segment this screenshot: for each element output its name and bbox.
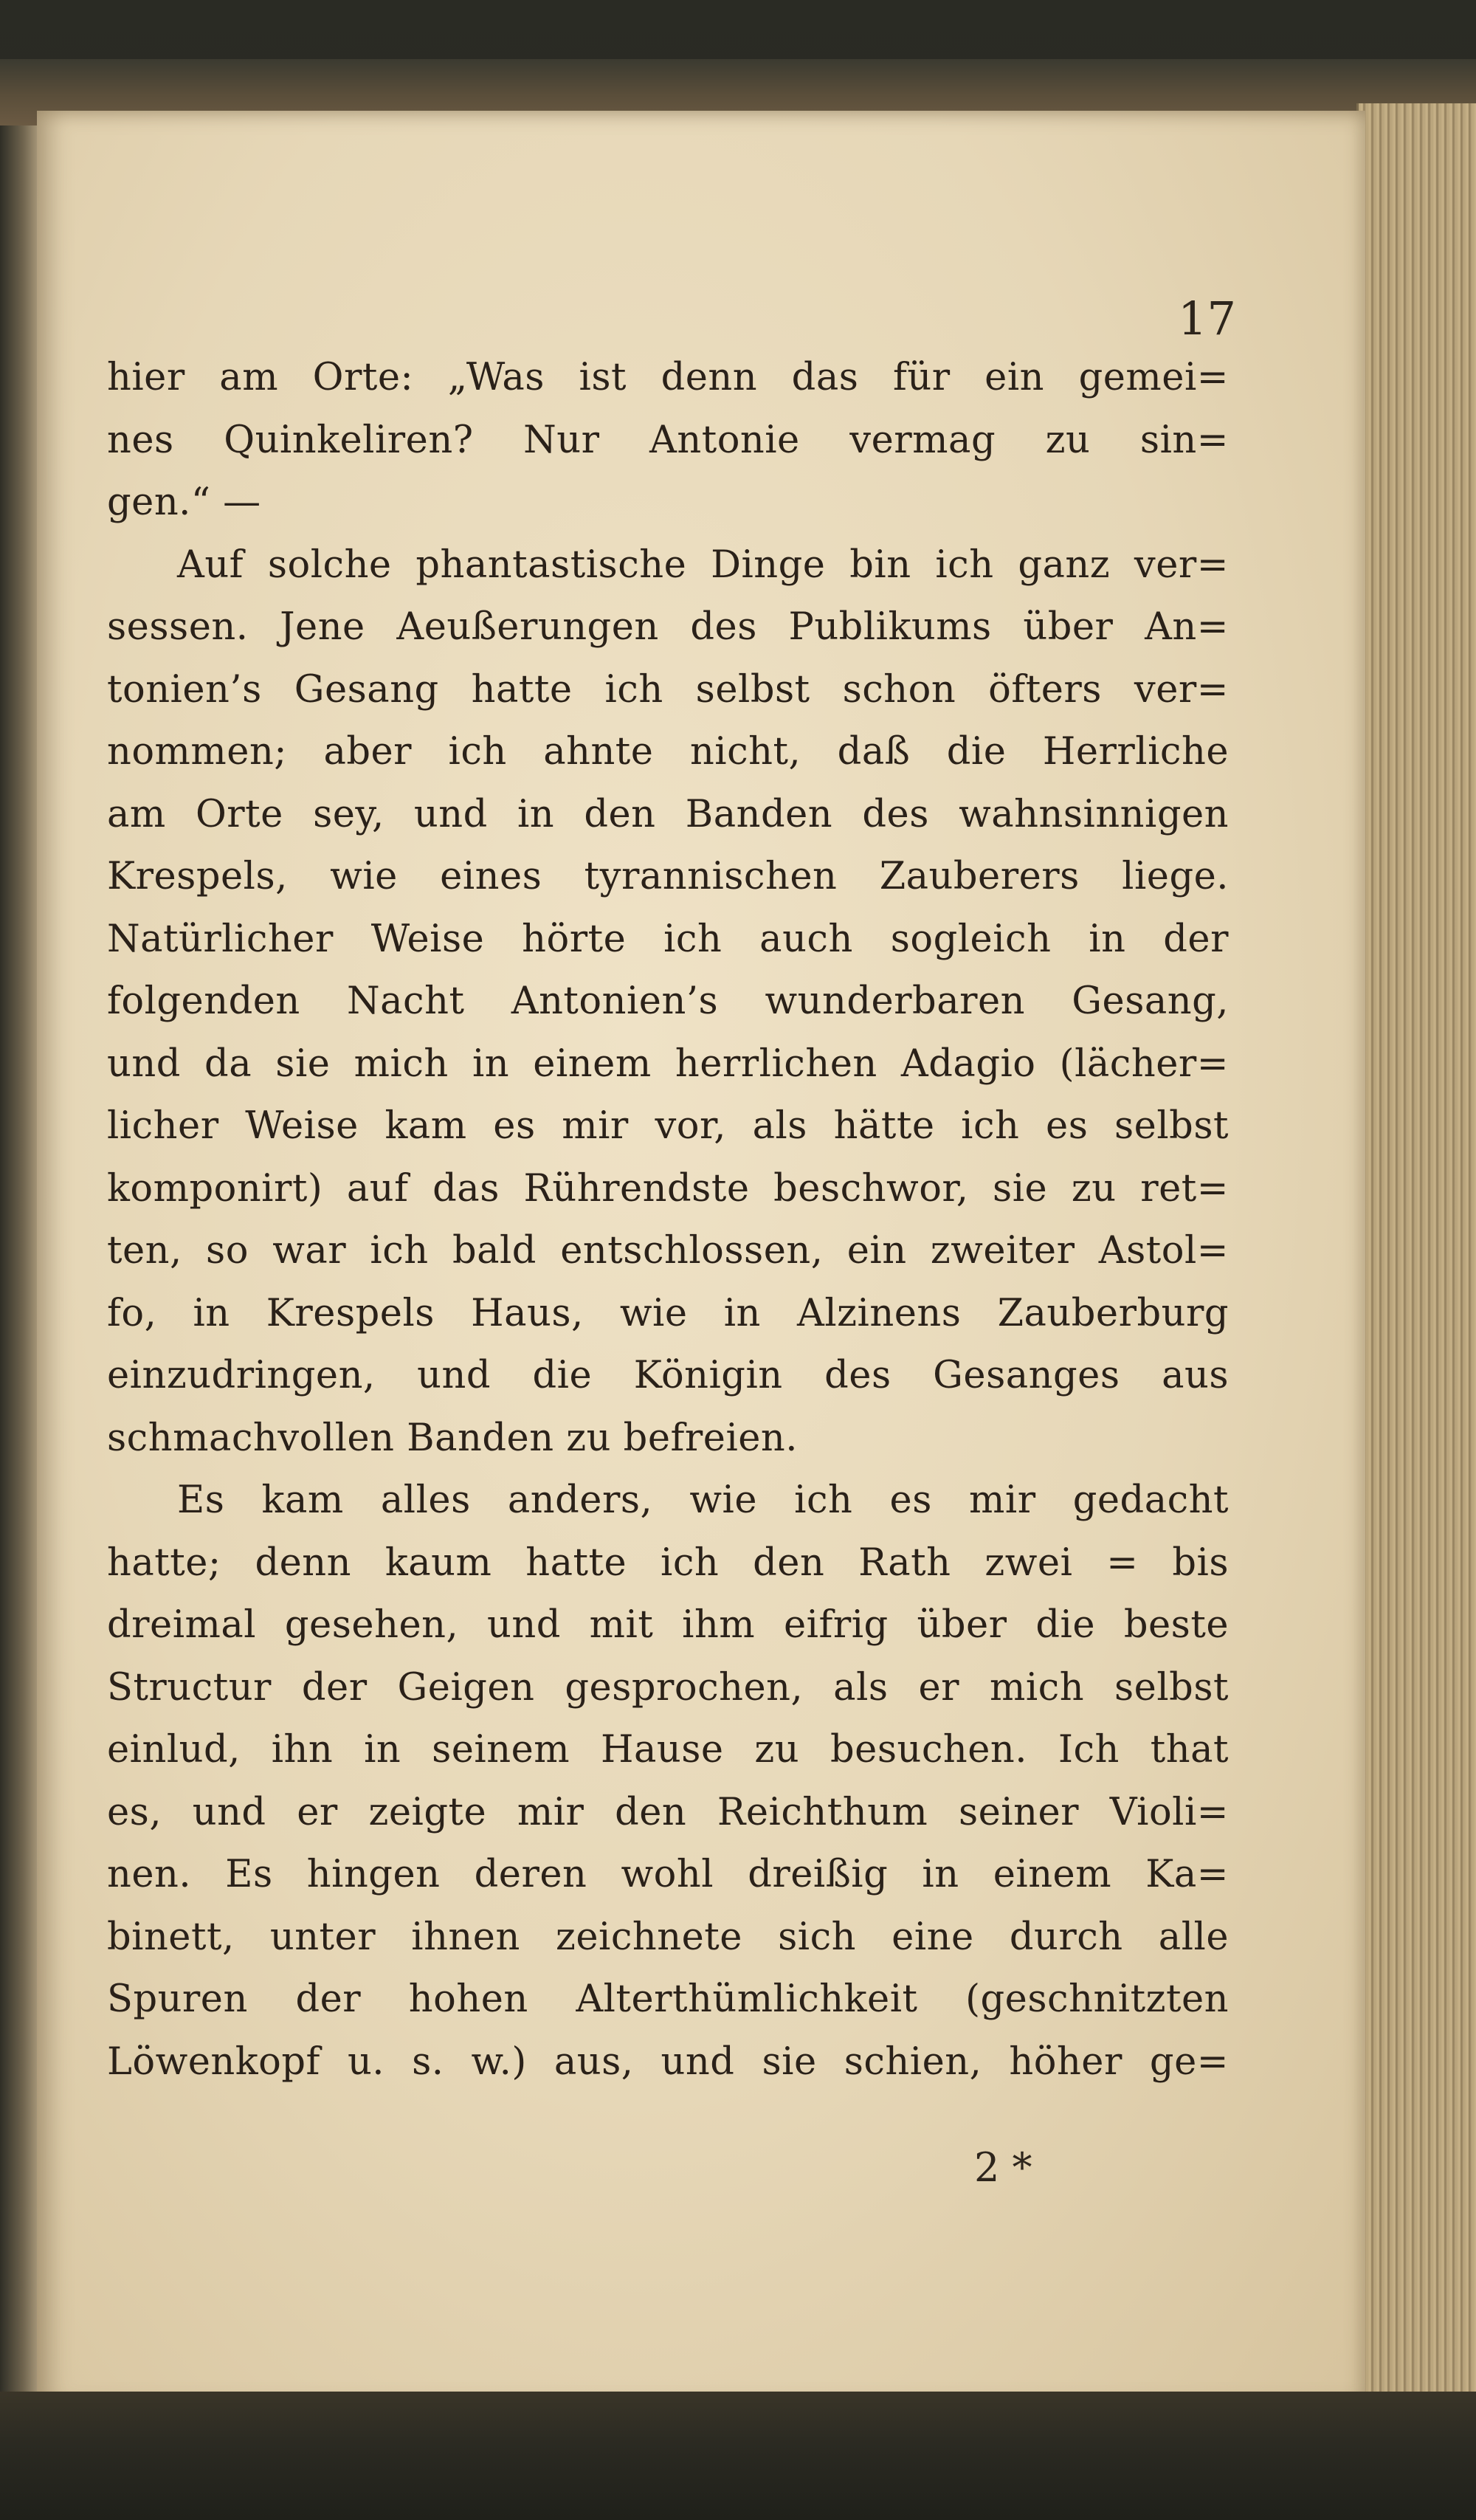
text-line: einlud, ihn in seinem Hause zu besuchen. Ich that bbox=[107, 1728, 1229, 1772]
text-line: einzudringen, und die Königin des Gesanges aus bbox=[107, 1354, 1229, 1397]
text-line: licher Weise kam es mir vor, als hätte ich es selbst bbox=[107, 1104, 1229, 1148]
text-line: am Orte sey, und in den Banden des wahnsinnigen bbox=[107, 792, 1229, 836]
text-line: ten, so war ich bald entschlossen, ein zweiter Astol= bbox=[107, 1229, 1229, 1273]
text-line: gen.“ — bbox=[107, 481, 261, 524]
book-spine-edge bbox=[0, 125, 38, 2399]
page-number: 17 bbox=[1178, 292, 1236, 345]
text-line: nes Quinkeliren? Nur Antonie vermag zu sin= bbox=[107, 418, 1229, 462]
signature-mark: 2 * bbox=[974, 2144, 1032, 2191]
page-text bbox=[107, 347, 1229, 2148]
book-cover-bottom-edge bbox=[0, 2392, 1476, 2520]
text-line: nommen; aber ich ahnte nicht, daß die Herrliche bbox=[107, 730, 1229, 774]
text-line: Krespels, wie eines tyrannischen Zauberers liege. bbox=[107, 855, 1229, 898]
text-line: Natürlicher Weise hörte ich auch sogleich in der bbox=[107, 917, 1229, 961]
text-line: sessen. Jene Aeußerungen des Publikums über An= bbox=[107, 605, 1229, 649]
text-line: folgenden Nacht Antonien’s wunderbaren Gesang, bbox=[107, 980, 1229, 1023]
text-line: und da sie mich in einem herrlichen Adagio (lächer= bbox=[107, 1042, 1229, 1086]
text-line: hier am Orte: „Was ist denn das für ein gemei= bbox=[107, 356, 1229, 399]
text-line: es, und er zeigte mir den Reichthum seiner Violi= bbox=[107, 1790, 1229, 1834]
text-line: komponirt) auf das Rührendste beschwor, sie zu ret= bbox=[107, 1166, 1229, 1211]
text-line: Löwenkopf u. s. w.) aus, und sie schien, höher ge= bbox=[107, 2039, 1229, 2084]
text-line: schmachvollen Banden zu befreien. bbox=[107, 1416, 798, 1460]
text-line: Auf solche phantastische Dinge bin ich ganz ver= bbox=[177, 543, 1229, 587]
text-line: Spuren der hohen Alterthümlichkeit (geschnitzten bbox=[107, 1977, 1229, 2021]
text-line: dreimal gesehen, und mit ihm eifrig über die beste bbox=[107, 1603, 1229, 1647]
text-line: binett, unter ihnen zeichnete sich eine durch alle bbox=[107, 1915, 1229, 1959]
text-line: tonien’s Gesang hatte ich selbst schon öfters ver= bbox=[107, 667, 1229, 712]
text-line: nen. Es hingen deren wohl dreißig in einem Ka= bbox=[107, 1853, 1229, 1896]
text-line: fo, in Krespels Haus, wie in Alzinens Zauberburg bbox=[107, 1291, 1229, 1335]
page-stack-edges bbox=[1356, 103, 1476, 2399]
text-line: Structur der Geigen gesprochen, als er mich selbst bbox=[107, 1665, 1229, 1710]
text-line: Es kam alles anders, wie ich es mir gedacht bbox=[177, 1478, 1229, 1522]
text-line: hatte; denn kaum hatte ich den Rath zwei = bis bbox=[107, 1540, 1229, 1585]
